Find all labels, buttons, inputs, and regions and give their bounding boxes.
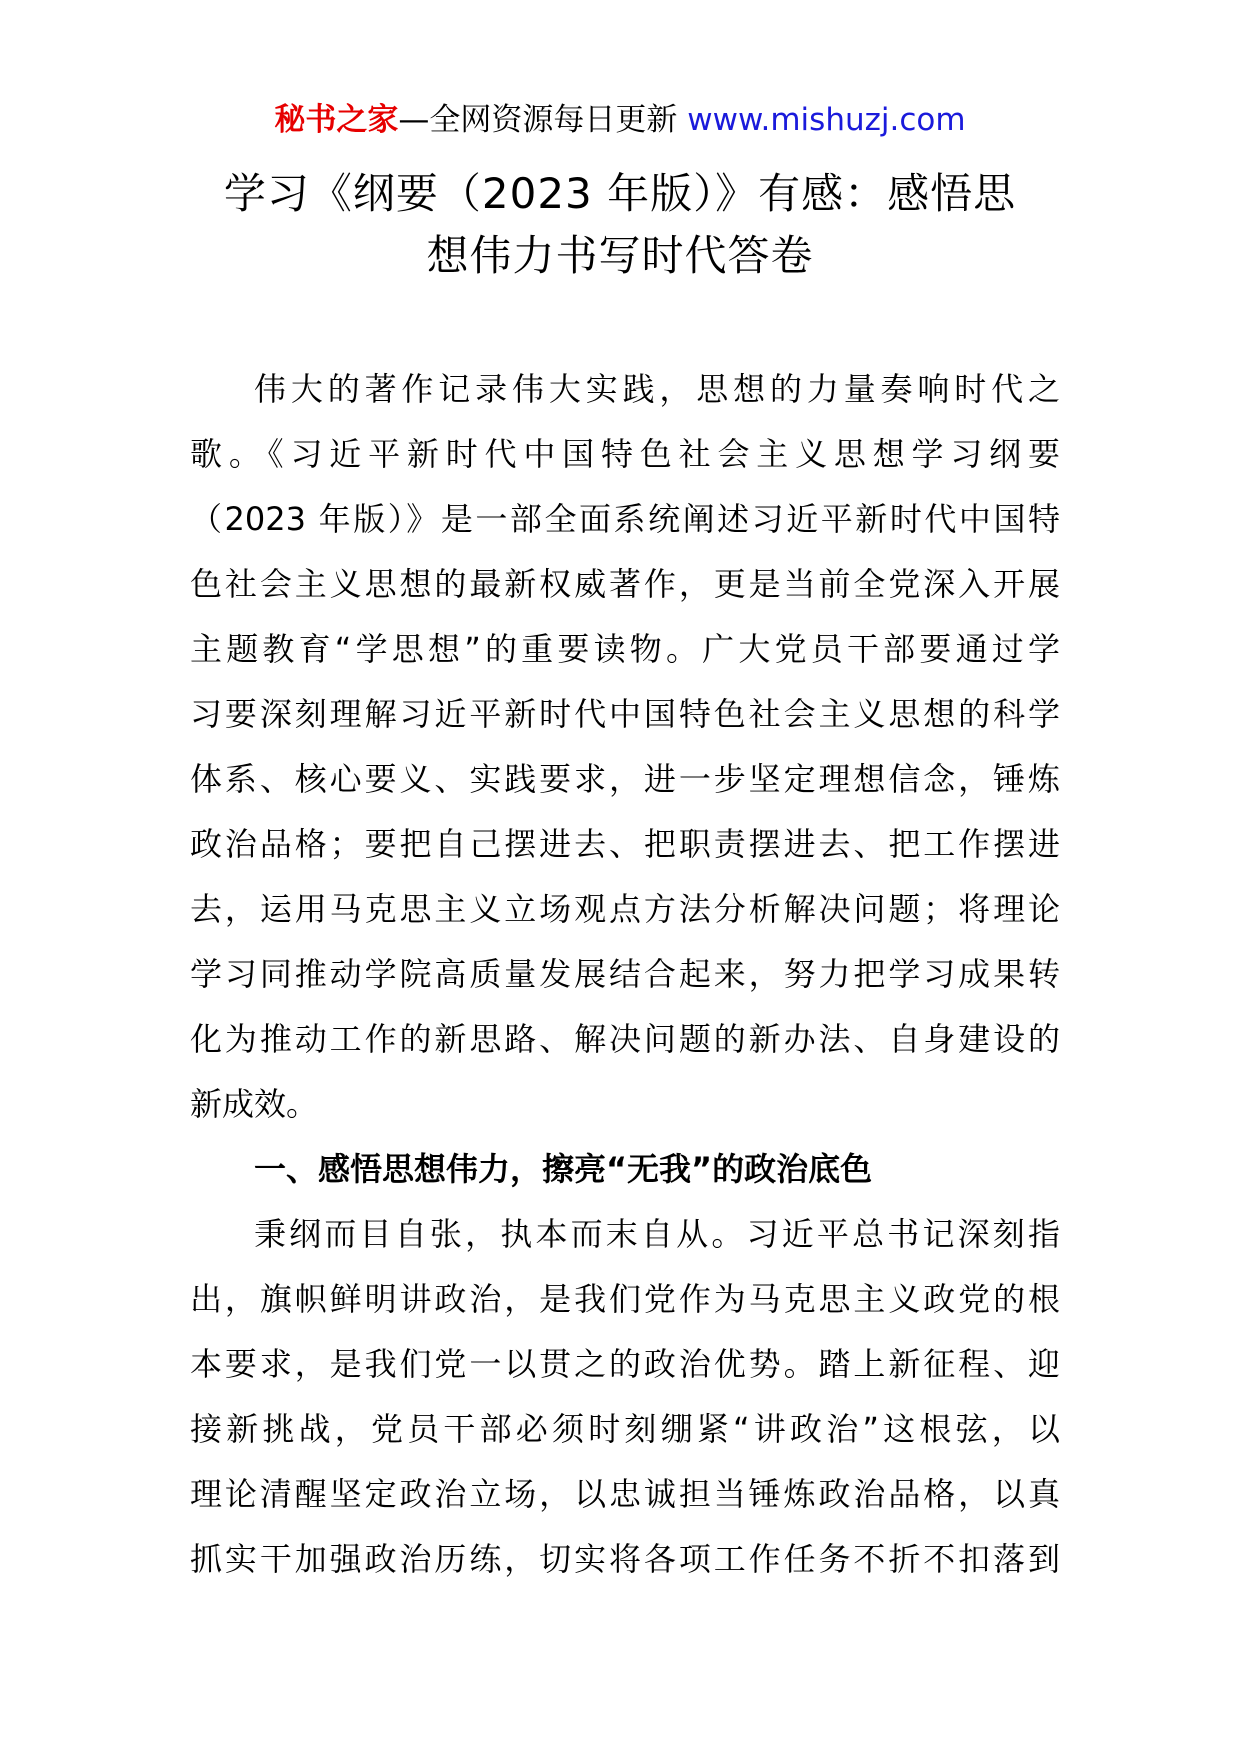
paragraph-2-line-1: 秉纲而目自张，执本而末自从。习近平总书记深刻指	[254, 1215, 1060, 1253]
section-heading-1: 一、感悟思想伟力，擦亮“无我”的政治底色	[254, 1150, 873, 1188]
paragraph-1-line-4: 色社会主义思想的最新权威著作，更是当前全党深入开展	[190, 565, 1060, 603]
brand-name: 秘书之家	[274, 102, 399, 138]
document-body	[190, 357, 1060, 1592]
header-tagline: —全网资源每日更新	[398, 102, 688, 138]
paragraph-1-line-8: 政治品格；要把自己摆进去、把职责摆进去、把工作摆进	[190, 825, 1060, 863]
site-header	[0, 100, 1240, 140]
paragraph-1-line-2: 歌。《习近平新时代中国特色社会主义思想学习纲要	[190, 435, 1060, 473]
paragraph-2-line-6: 抓实干加强政治历练，切实将各项工作任务不折不扣落到	[190, 1540, 1060, 1578]
title-line-2: 想伟力书写时代答卷	[426, 231, 814, 280]
paragraph-2-line-5: 理论清醒坚定政治立场，以忠诚担当锤炼政治品格，以真	[190, 1475, 1060, 1513]
paragraph-1-line-10: 学习同推动学院高质量发展结合起来，努力把学习成果转	[190, 955, 1060, 993]
paragraph-1-line-6: 习要深刻理解习近平新时代中国特色社会主义思想的科学	[190, 695, 1060, 733]
paragraph-2-line-3: 本要求，是我们党一以贯之的政治优势。踏上新征程、迎	[190, 1345, 1060, 1383]
paragraph-2-line-4: 接新挑战，党员干部必须时刻绷紧“讲政治”这根弦，以	[190, 1410, 1060, 1448]
document-title	[150, 163, 1090, 287]
title-line-1: 学习《纲要（2023 年版）》有感：感悟思	[223, 169, 1017, 218]
paragraph-1-line-11: 化为推动工作的新思路、解决问题的新办法、自身建设的	[190, 1020, 1060, 1058]
paragraph-2-line-2: 出，旗帜鲜明讲政治，是我们党作为马克思主义政党的根	[190, 1280, 1060, 1318]
paragraph-1-line-1: 伟大的著作记录伟大实践，思想的力量奏响时代之	[254, 370, 1060, 408]
paragraph-1-line-9: 去，运用马克思主义立场观点方法分析解决问题；将理论	[190, 890, 1060, 928]
paragraph-1-line-5: 主题教育“学思想”的重要读物。广大党员干部要通过学	[190, 630, 1060, 668]
site-url-link[interactable]: www.mishuzj.com	[687, 102, 966, 138]
paragraph-1-line-7: 体系、核心要义、实践要求，进一步坚定理想信念，锤炼	[190, 760, 1060, 798]
paragraph-1-line-12: 新成效。	[190, 1085, 319, 1123]
paragraph-1-line-3: （2023 年版）》是一部全面系统阐述习近平新时代中国特	[190, 500, 1060, 538]
